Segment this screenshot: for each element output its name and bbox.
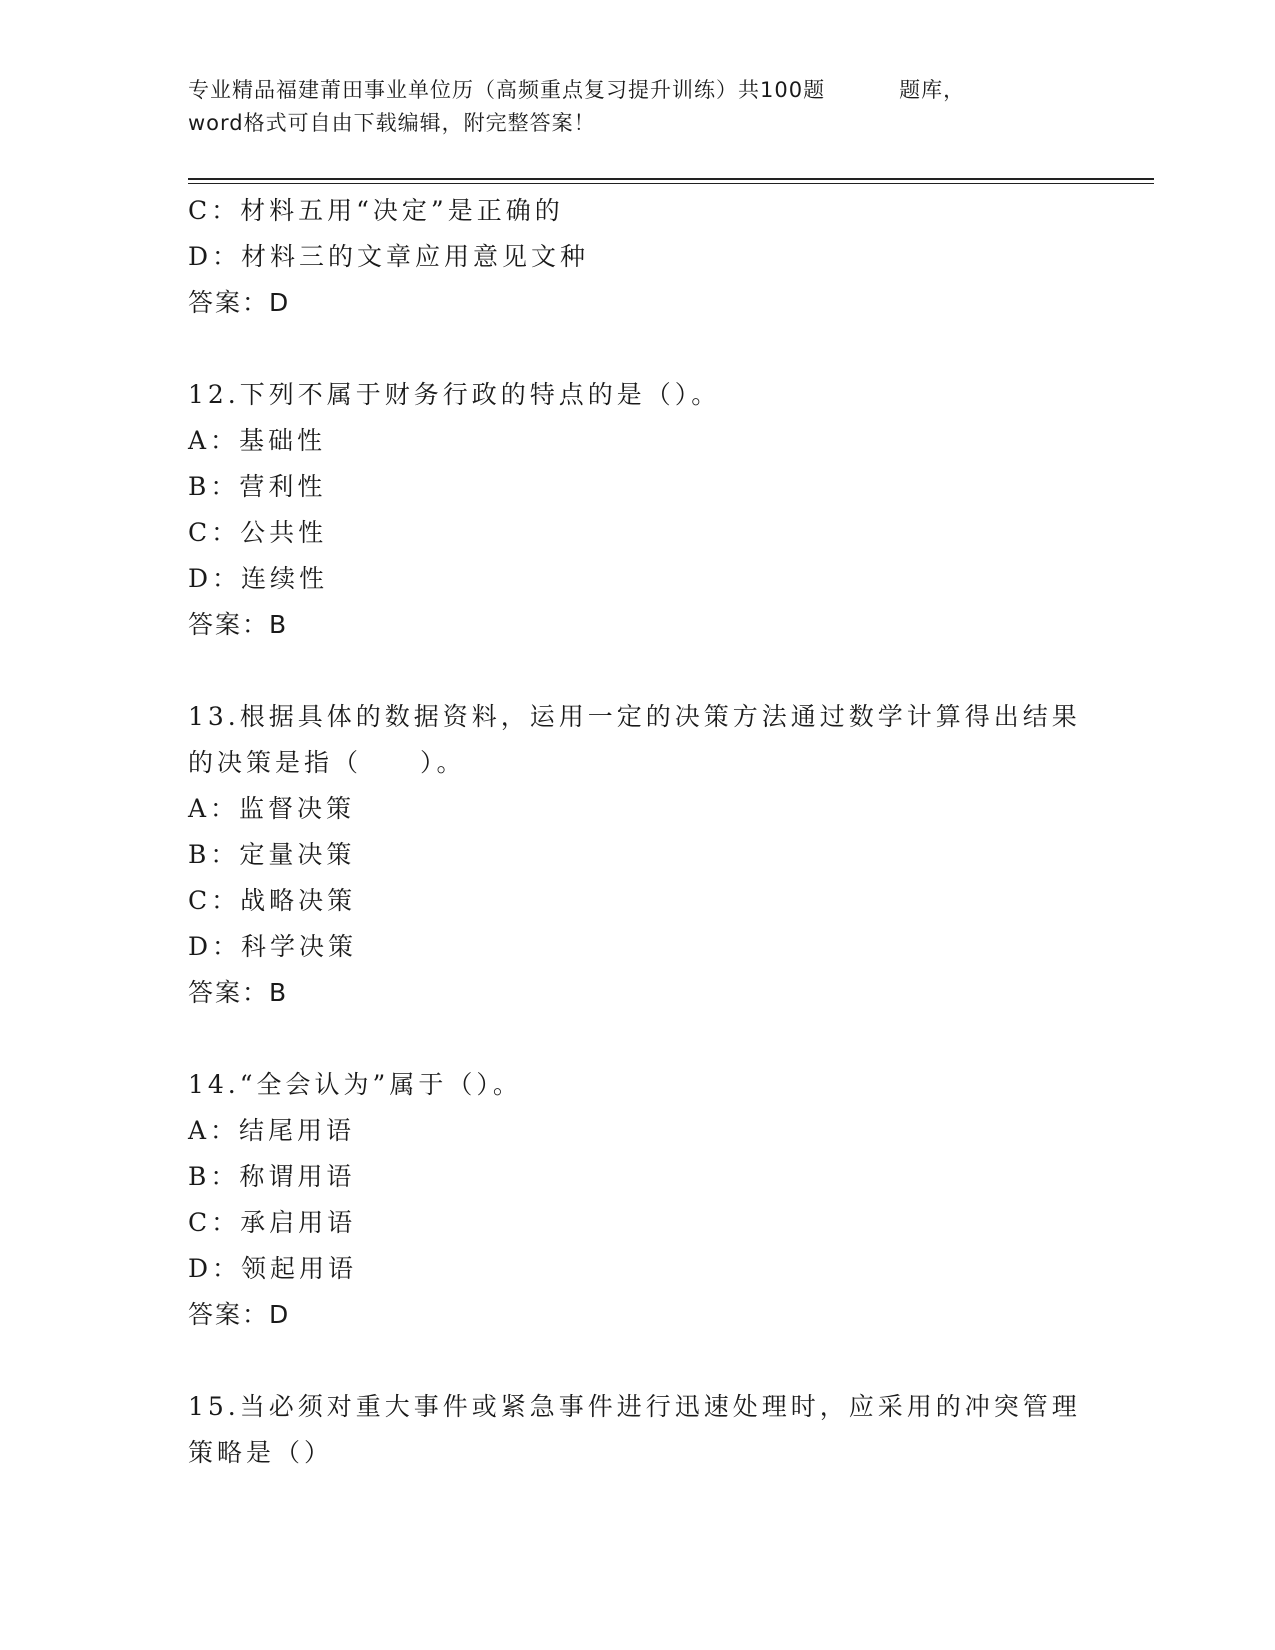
option-a: A：监督决策 [188,794,356,823]
header-divider-thin [188,183,1154,184]
header-title: 专业精品福建莆田事业单位历（高频重点复习提升训练）共100题 [188,78,826,102]
option-d: D：材料三的文章应用意见文种 [188,242,590,271]
question-stem: 14.“全会认为”属于（）。 [188,1070,522,1099]
question-block-15 [188,1384,1088,1476]
option-a: A：结尾用语 [188,1116,356,1145]
option-d: D：领起用语 [188,1254,358,1283]
document-header [188,74,1088,140]
question-block-12 [188,372,1088,648]
header-title-suffix: 题库， [899,78,966,102]
option-b: B：称谓用语 [188,1162,356,1191]
header-line-1 [188,74,1088,107]
option-a: A：基础性 [188,426,327,455]
option-c: C：承启用语 [188,1208,357,1237]
option-b: B：定量决策 [188,840,356,869]
answer-line: 答案：D [188,1300,291,1329]
answer-line: 答案：B [188,610,289,639]
answer-line: 答案：D [188,288,291,317]
question-stem-line-1: 15.当必须对重大事件或紧急事件进行迅速处理时，应采用的冲突管理 [188,1392,1081,1421]
option-d: D：连续性 [188,564,329,593]
option-d: D：科学决策 [188,932,358,961]
option-c: C：战略决策 [188,886,357,915]
question-block-14 [188,1062,1088,1338]
question-block-13 [188,694,1088,1016]
header-divider-thick [188,178,1154,180]
question-stem-line-2: 的决策是指（ ）。 [188,748,466,777]
question-stem-line-2: 策略是（） [188,1438,334,1467]
answer-line: 答案：B [188,978,289,1007]
header-line-2: word格式可自由下载编辑，附完整答案！ [188,111,596,135]
question-list [188,188,1088,1476]
question-stem: 12.下列不属于财务行政的特点的是（）。 [188,380,721,409]
question-block-11 [188,188,1088,326]
option-c: C：材料五用“决定”是正确的 [188,196,564,225]
option-c: C：公共性 [188,518,328,547]
question-stem-line-1: 13.根据具体的数据资料，运用一定的决策方法通过数学计算得出结果 [188,702,1081,731]
option-b: B：营利性 [188,472,327,501]
